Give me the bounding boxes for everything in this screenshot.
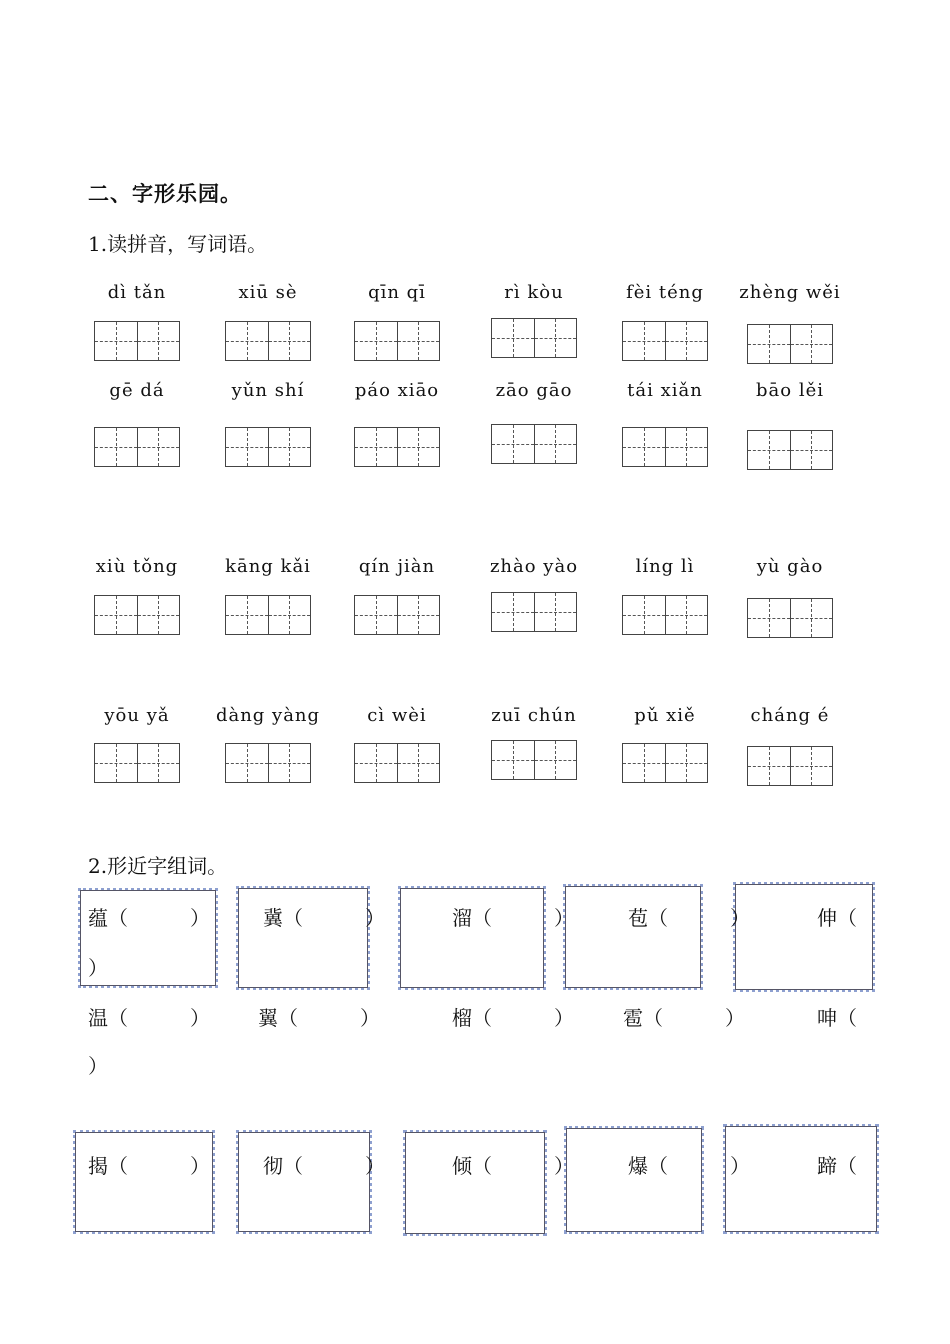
- writing-grid[interactable]: [491, 424, 577, 464]
- grid-cell[interactable]: [226, 322, 268, 360]
- grid-cell[interactable]: [397, 428, 440, 466]
- writing-grid[interactable]: [225, 743, 311, 783]
- grid-cell[interactable]: [492, 319, 534, 357]
- close-paren: ）: [88, 1054, 108, 1078]
- grid-cell[interactable]: [355, 596, 397, 634]
- pinyin-label: zāo gāo: [495, 380, 573, 401]
- writing-grid[interactable]: [747, 598, 833, 638]
- writing-grid[interactable]: [622, 321, 708, 361]
- grid-cell[interactable]: [492, 425, 534, 463]
- grid-cell[interactable]: [534, 741, 577, 779]
- pinyin-label: dàng yàng: [215, 705, 321, 726]
- writing-grid[interactable]: [354, 743, 440, 783]
- char-item: 呻（: [817, 1006, 857, 1030]
- grid-cell[interactable]: [665, 744, 708, 782]
- pinyin-label: yōu yǎ: [104, 705, 170, 726]
- pinyin-label: pǔ xiě: [634, 705, 696, 726]
- grid-cell[interactable]: [137, 428, 180, 466]
- pinyin-label: xiù tǒng: [95, 556, 179, 577]
- pinyin-label: gē dá: [109, 380, 165, 401]
- grid-cell[interactable]: [534, 319, 577, 357]
- grid-cell[interactable]: [534, 425, 577, 463]
- writing-grid[interactable]: [354, 321, 440, 361]
- stamp-frame: [563, 884, 703, 990]
- writing-grid[interactable]: [622, 595, 708, 635]
- pinyin-label: zhào yào: [489, 556, 579, 577]
- grid-cell[interactable]: [790, 325, 833, 363]
- grid-cell[interactable]: [748, 599, 790, 637]
- close-paren: ）: [190, 1006, 210, 1030]
- writing-grid[interactable]: [225, 595, 311, 635]
- pinyin-label: líng lì: [635, 556, 695, 577]
- close-paren: ）: [730, 906, 750, 930]
- close-paren: ）: [365, 1154, 385, 1178]
- close-paren: ）: [365, 906, 385, 930]
- close-paren: ）: [554, 1154, 574, 1178]
- pinyin-label: xiū sè: [238, 282, 298, 303]
- grid-cell[interactable]: [355, 428, 397, 466]
- stamp-frame: [403, 1130, 547, 1236]
- grid-cell[interactable]: [268, 428, 311, 466]
- pinyin-label: qīn qī: [368, 282, 426, 303]
- close-paren: ）: [725, 1006, 745, 1030]
- pinyin-label: cháng é: [750, 705, 830, 726]
- grid-cell[interactable]: [226, 744, 268, 782]
- pinyin-label: tái xiǎn: [627, 380, 703, 401]
- pinyin-label: kāng kǎi: [225, 556, 311, 577]
- grid-cell[interactable]: [623, 744, 665, 782]
- q1-title: 1.读拼音，写词语。: [88, 232, 268, 256]
- stamp-frame: [73, 1130, 215, 1234]
- pinyin-label: yù gào: [756, 556, 824, 577]
- close-paren: ）: [360, 1006, 380, 1030]
- writing-grid[interactable]: [225, 321, 311, 361]
- pinyin-label: bāo lěi: [756, 380, 824, 401]
- writing-grid[interactable]: [354, 427, 440, 467]
- grid-cell[interactable]: [492, 593, 534, 631]
- writing-grid[interactable]: [354, 595, 440, 635]
- stamp-frame: [236, 1130, 372, 1234]
- writing-grid[interactable]: [747, 746, 833, 786]
- close-paren: ）: [190, 906, 210, 930]
- grid-cell[interactable]: [95, 744, 137, 782]
- char-item: 雹（: [623, 1006, 663, 1030]
- pinyin-label: zuī chún: [491, 705, 577, 726]
- writing-grid[interactable]: [94, 743, 180, 783]
- close-paren: ）: [88, 956, 108, 980]
- stamp-frame: [723, 1124, 879, 1234]
- grid-cell[interactable]: [623, 596, 665, 634]
- char-item: 苞（: [628, 906, 668, 930]
- grid-cell[interactable]: [226, 596, 268, 634]
- writing-grid[interactable]: [94, 321, 180, 361]
- close-paren: ）: [730, 1154, 750, 1178]
- writing-grid[interactable]: [622, 427, 708, 467]
- grid-cell[interactable]: [492, 741, 534, 779]
- pinyin-label: zhèng wěi: [739, 282, 841, 303]
- char-item: 揭（: [88, 1154, 128, 1178]
- grid-cell[interactable]: [748, 747, 790, 785]
- char-item: 榴（: [452, 1006, 492, 1030]
- char-item: 爆（: [628, 1154, 668, 1178]
- char-item: 伸（: [817, 906, 857, 930]
- grid-cell[interactable]: [355, 744, 397, 782]
- grid-cell[interactable]: [268, 322, 311, 360]
- grid-cell[interactable]: [623, 428, 665, 466]
- writing-grid[interactable]: [747, 324, 833, 364]
- char-item: 溜（: [452, 906, 492, 930]
- grid-cell[interactable]: [397, 322, 440, 360]
- char-item: 冀（: [263, 906, 303, 930]
- q2-title: 2.形近字组词。: [88, 854, 228, 878]
- grid-cell[interactable]: [137, 744, 180, 782]
- char-item: 倾（: [452, 1154, 492, 1178]
- section-title: 二、字形乐园。: [88, 181, 242, 206]
- writing-grid[interactable]: [225, 427, 311, 467]
- grid-cell[interactable]: [268, 596, 311, 634]
- writing-grid[interactable]: [94, 595, 180, 635]
- writing-grid[interactable]: [622, 743, 708, 783]
- grid-cell[interactable]: [665, 596, 708, 634]
- grid-cell[interactable]: [665, 428, 708, 466]
- grid-cell[interactable]: [355, 322, 397, 360]
- writing-grid[interactable]: [491, 740, 577, 780]
- writing-grid[interactable]: [747, 430, 833, 470]
- close-paren: ）: [554, 1006, 574, 1030]
- stamp-frame: [564, 1126, 704, 1234]
- char-item: 彻（: [263, 1154, 303, 1178]
- grid-cell[interactable]: [137, 322, 180, 360]
- grid-cell[interactable]: [397, 744, 440, 782]
- grid-cell[interactable]: [623, 322, 665, 360]
- pinyin-label: dì tǎn: [107, 282, 167, 303]
- grid-cell[interactable]: [790, 431, 833, 469]
- pinyin-label: páo xiāo: [354, 380, 440, 401]
- grid-cell[interactable]: [95, 322, 137, 360]
- grid-cell[interactable]: [226, 428, 268, 466]
- grid-cell[interactable]: [790, 599, 833, 637]
- grid-cell[interactable]: [397, 596, 440, 634]
- char-item: 翼（: [258, 1006, 298, 1030]
- char-item: 蕴（: [88, 906, 128, 930]
- grid-cell[interactable]: [534, 593, 577, 631]
- pinyin-label: qín jiàn: [358, 556, 436, 577]
- grid-cell[interactable]: [268, 744, 311, 782]
- pinyin-label: yǔn shí: [231, 380, 305, 401]
- pinyin-label: fèi téng: [626, 282, 704, 303]
- writing-grid[interactable]: [491, 592, 577, 632]
- stamp-frame: [733, 882, 875, 992]
- grid-cell[interactable]: [665, 322, 708, 360]
- grid-cell[interactable]: [748, 325, 790, 363]
- writing-grid[interactable]: [491, 318, 577, 358]
- grid-cell[interactable]: [95, 596, 137, 634]
- close-paren: ）: [190, 1154, 210, 1178]
- close-paren: ）: [554, 906, 574, 930]
- pinyin-label: rì kòu: [504, 282, 564, 303]
- grid-cell[interactable]: [95, 428, 137, 466]
- grid-cell[interactable]: [790, 747, 833, 785]
- char-item: 蹄（: [817, 1154, 857, 1178]
- pinyin-label: cì wèi: [367, 705, 427, 726]
- writing-grid[interactable]: [94, 427, 180, 467]
- grid-cell[interactable]: [748, 431, 790, 469]
- char-item: 温（: [88, 1006, 128, 1030]
- grid-cell[interactable]: [137, 596, 180, 634]
